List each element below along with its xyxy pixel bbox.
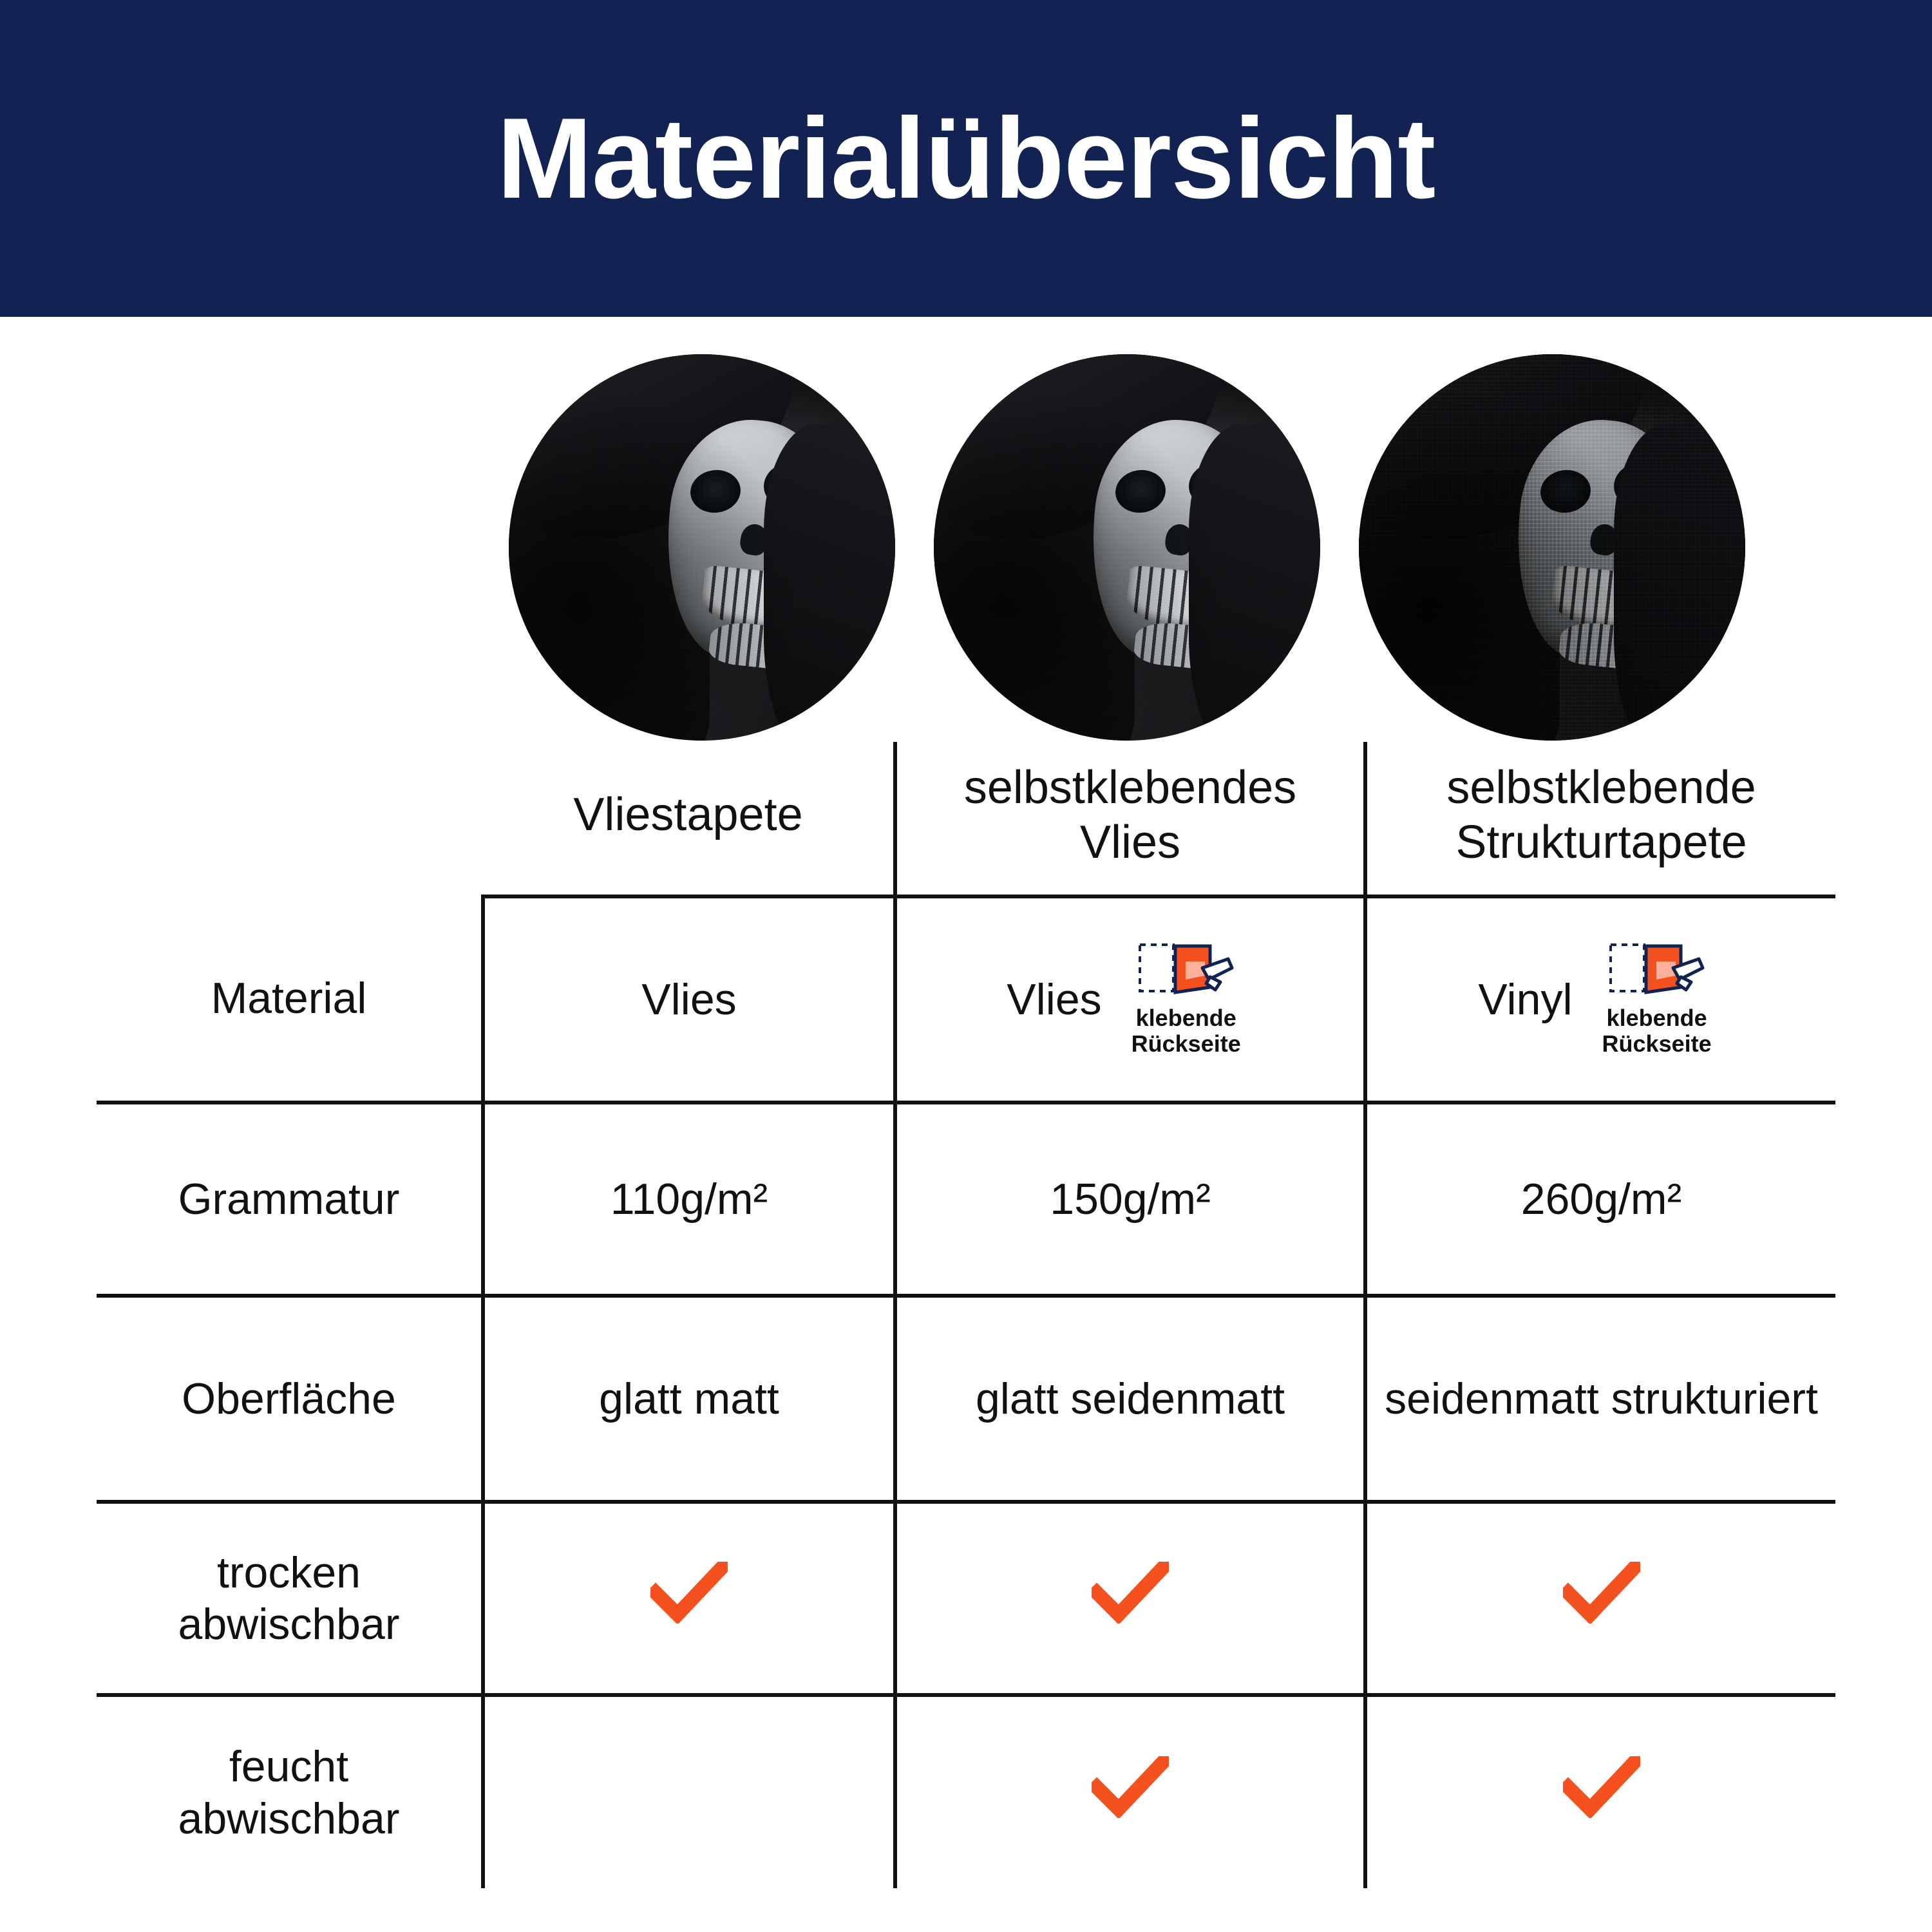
row-label-grammatur: Grammatur: [97, 1103, 483, 1296]
table-row: [97, 1103, 1835, 1296]
cell-material-vliestapete: Vlies: [483, 896, 895, 1103]
photo-shadow: [509, 354, 895, 741]
check-icon: [650, 1562, 728, 1624]
page-title: Materialübersicht: [497, 94, 1435, 222]
adhesive-back-line1: klebende: [1606, 1004, 1707, 1031]
table-row: [97, 896, 1835, 1103]
page-bottom-edge: [0, 1929, 1932, 1932]
adhesive-back-icon: [1609, 942, 1705, 1001]
cell-oberflaeche-selbstklebende-strukturtapete: seidenmatt strukturiert: [1365, 1296, 1835, 1502]
cell-trocken-selbstklebendes-vlies: [895, 1502, 1365, 1695]
cell-grammatur-selbstklebende-strukturtapete: 260g/m²: [1365, 1103, 1835, 1296]
cell-value: Vlies: [1007, 974, 1102, 1024]
photo-darken-overlay: [1359, 354, 1745, 741]
cell-oberflaeche-vliestapete: glatt matt: [483, 1296, 895, 1502]
page-header: [0, 0, 1932, 317]
adhesive-back-line2: Rückseite: [1602, 1030, 1712, 1057]
row-label-trocken-abwischbar: trocken abwischbar: [97, 1502, 483, 1695]
cell-feucht-vliestapete: [483, 1695, 895, 1888]
cell-feucht-selbstklebendes-vlies: [895, 1695, 1365, 1888]
thumbnail-selbstklebende-strukturtapete: [1359, 354, 1745, 741]
material-comparison-table: [97, 742, 1835, 1888]
cell-material-selbstklebendes-vlies: [895, 896, 1365, 1103]
photo-texture-fine: [934, 354, 1320, 741]
cell-grammatur-vliestapete: 110g/m²: [483, 1103, 895, 1296]
table-header-row: [97, 742, 1835, 896]
thumbnail-vliestapete: [509, 354, 895, 741]
adhesive-back-label: [1602, 1005, 1712, 1057]
check-icon: [1092, 1756, 1169, 1818]
adhesive-back-icon: [1138, 942, 1235, 1001]
adhesive-back-badge: [1119, 942, 1254, 1057]
cell-material-selbstklebende-strukturtapete: [1365, 896, 1835, 1103]
check-icon: [1563, 1756, 1640, 1818]
column-header-vliestapete: Vliestapete: [483, 742, 895, 896]
table-row: [97, 1695, 1835, 1888]
cell-value: Vinyl: [1478, 974, 1573, 1024]
thumbnail-selbstklebendes-vlies: [934, 354, 1320, 741]
check-icon: [1092, 1562, 1169, 1624]
cell-feucht-selbstklebende-strukturtapete: [1365, 1695, 1835, 1888]
thumbnail-cell-2: [914, 354, 1340, 741]
cell-trocken-selbstklebende-strukturtapete: [1365, 1502, 1835, 1695]
column-header-selbstklebendes-vlies: selbstklebendes Vlies: [895, 742, 1365, 896]
adhesive-back-line2: Rückseite: [1131, 1030, 1241, 1057]
thumbnail-cell-3: [1340, 354, 1765, 741]
adhesive-back-label: [1132, 1005, 1241, 1057]
cell-oberflaeche-selbstklebendes-vlies: glatt seidenmatt: [895, 1296, 1365, 1502]
material-overview-content: [0, 317, 1932, 1932]
row-label-oberflaeche: Oberfläche: [97, 1296, 483, 1502]
column-header-selbstklebende-strukturtapete: selbstklebende Strukturtapete: [1365, 742, 1835, 896]
row-label-feucht-abwischbar: feucht abwischbar: [97, 1695, 483, 1888]
adhesive-back-badge: [1589, 942, 1725, 1057]
table-corner-cell: [97, 742, 483, 896]
row-label-material: Material: [97, 896, 483, 1103]
adhesive-back-line1: klebende: [1135, 1004, 1236, 1031]
cell-grammatur-selbstklebendes-vlies: 150g/m²: [895, 1103, 1365, 1296]
thumbnail-cell-1: [489, 354, 914, 741]
cell-trocken-vliestapete: [483, 1502, 895, 1695]
table-row: [97, 1296, 1835, 1502]
table-row: [97, 1502, 1835, 1695]
sample-thumbnails: [489, 354, 1765, 753]
check-icon: [1563, 1562, 1640, 1624]
